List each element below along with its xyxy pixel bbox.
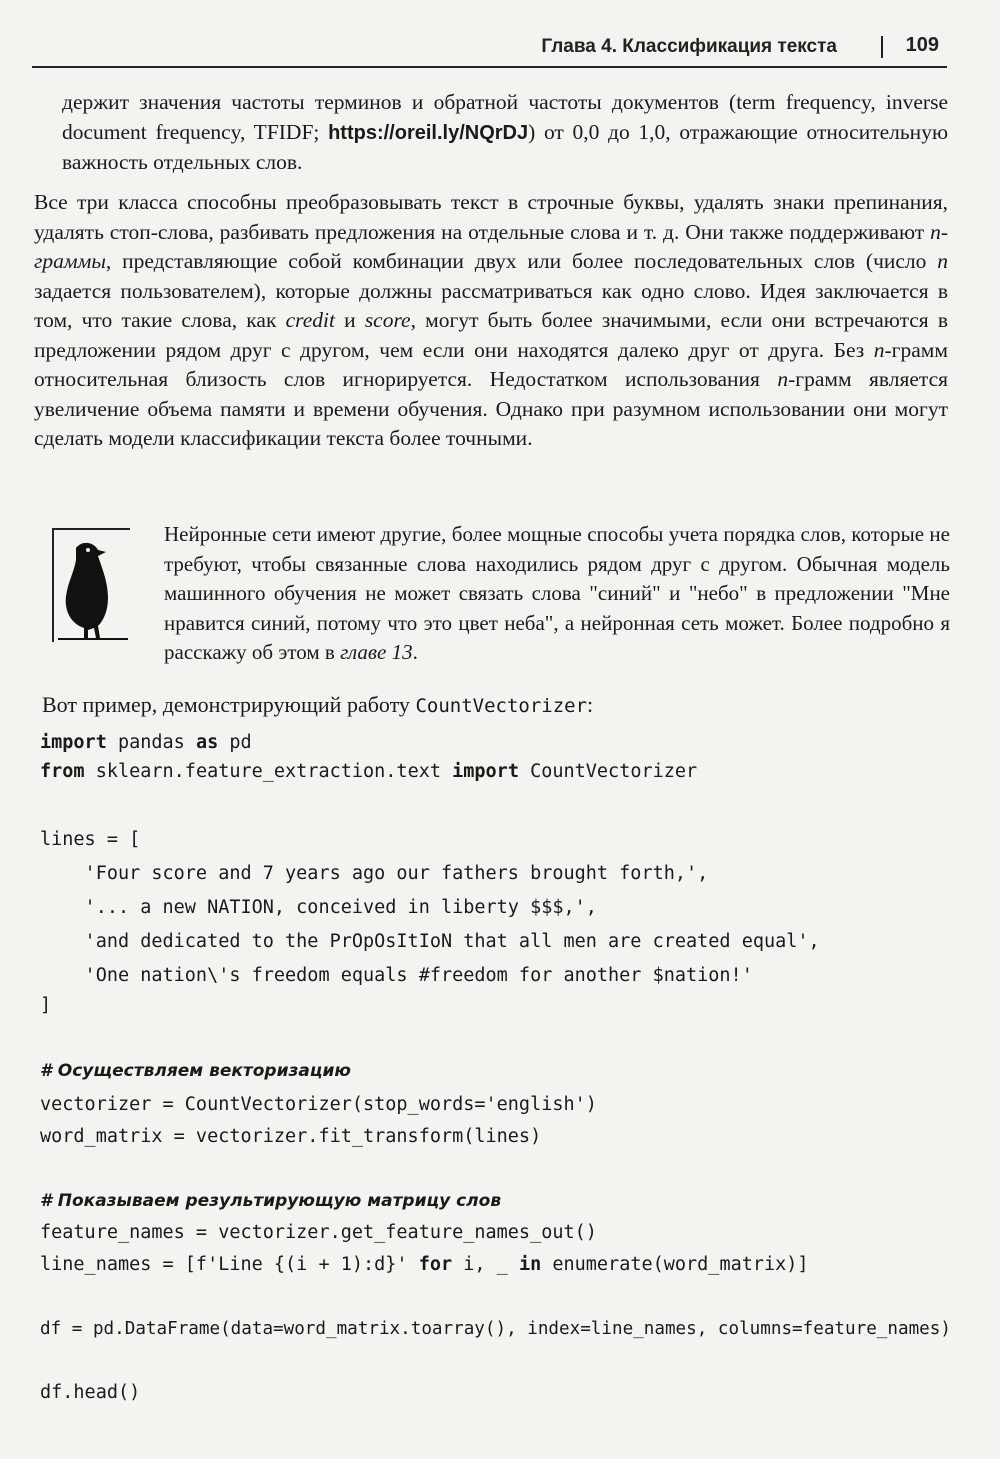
code-keyword: as (195, 732, 219, 753)
p1-text-b: ) от 0,0 до 1,0, отражающие относительную важность отдельных слов. (62, 119, 949, 174)
code-text: pd (218, 732, 252, 753)
code-line (40, 1252, 809, 1278)
example-intro (42, 690, 593, 721)
code-text: pandas (106, 732, 196, 753)
p2-text-c: задается пользователем), которые должны рассматриваться как одно слово. Идея заключается в том, что такие слова, как (34, 278, 948, 332)
code-line: word_matrix = vectorizer.fit_transform(lines) (40, 1126, 542, 1147)
p2-text-f: -грамм относительная близость слов игнорируется. Недостатком использования (34, 337, 948, 391)
code-line: df.head() (40, 1382, 141, 1403)
code-line: '... a new NATION, conceived in liberty $$$,', (40, 897, 597, 918)
note-icon-frame (52, 528, 130, 642)
code-keyword: in (518, 1254, 542, 1275)
p2-ngrams: n-граммы (34, 219, 948, 273)
code-line: 'Four score and 7 years ago our fathers brought forth,', (40, 863, 709, 884)
paragraph-ngrams (34, 188, 948, 454)
header-separator (881, 36, 883, 58)
p2-text-g: -грамм является увеличение объема памяти и времени обучения. Однако при разумном использовании они могут сделать модели классификации текста более точными. (34, 367, 948, 450)
page-header (32, 30, 947, 68)
oreilly-link[interactable]: https://oreil.ly/NQrDJ (328, 121, 529, 144)
note-text-a: Нейронные сети имеют другие, более мощные способы учета порядка слов, которые не требуют, чтобы связанные слова находились рядом друг с другом. Обычная модель машинного обучения не может связать слова "синий" и "небо" в предложении "Мне нравится синий, потому что это цвет неба", а нейронная сеть может. Более подробно я расскажу об этом в (164, 522, 950, 664)
note-text-b: . (412, 640, 418, 664)
note-text (164, 520, 950, 668)
code-line: 'One nation\'s freedom equals #freedom for another $nation!' (40, 965, 753, 986)
code-text: line_names = [f'Line {(i + 1):d}' (40, 1254, 419, 1275)
code-text: i, _ (452, 1254, 519, 1275)
code-text: CountVectorizer (518, 761, 698, 782)
p1-text-a: держит значения частоты терминов и обратной частоты документов (term frequency, inverse document frequency, TFIDF; (62, 90, 948, 144)
code-line: lines = [ (40, 829, 141, 850)
chapter-13-ref: главе 13 (340, 640, 413, 664)
code-keyword: for (418, 1254, 453, 1275)
p2-n3: n (777, 367, 789, 391)
code-comment: # Осуществляем векторизацию (40, 1061, 351, 1081)
tip-note (52, 520, 952, 664)
p2-text-e: , могут быть более значимыми, если они встречаются в предложении рядом друг с другом, чем если они находятся далеко друг от друга. Без (34, 308, 948, 362)
code-text: sklearn.feature_extraction.text (84, 761, 453, 782)
p2-text-b: , представляющие собой комбинации двух или более последовательных слов (число (105, 249, 938, 273)
code-line: vectorizer = CountVectorizer(stop_words='english') (40, 1094, 597, 1115)
code-comment: # Показываем результирующую матрицу слов (40, 1191, 502, 1211)
paragraph-tfidf (62, 88, 948, 178)
p2-text-d: и (334, 308, 365, 332)
p2-score: score (364, 308, 411, 332)
code-line: df = pd.DataFrame(data=word_matrix.toarray(), index=line_names, columns=feature_names) (40, 1319, 951, 1339)
code-line (40, 759, 697, 785)
p2-n2: n (873, 337, 885, 362)
code-line: ] (40, 995, 52, 1016)
p2-n1: n (937, 249, 948, 273)
code-text: enumerate(word_matrix)] (541, 1254, 809, 1275)
intro-text: Вот пример, демонстрирующий работу (42, 692, 416, 717)
code-keyword: import (40, 732, 107, 753)
chapter-title: Глава 4. Классификация текста (541, 36, 837, 57)
crow-icon (58, 538, 128, 642)
intro-class-name: CountVectorizer (415, 695, 588, 717)
p2-text-a: Все три класса способны преобразовывать текст в строчные буквы, удалять знаки препинания, удалять стоп-слова, разбивать предложения на отдельные слова и т. д. Они также поддерживают (34, 190, 948, 244)
intro-colon: : (587, 692, 594, 717)
code-keyword: import (452, 761, 519, 782)
code-keyword: from (40, 761, 85, 782)
p2-credit: credit (285, 308, 335, 332)
page-number: 109 (905, 34, 939, 56)
code-line: 'and dedicated to the PrOpOsItIoN that all men are created equal', (40, 931, 820, 952)
code-line (40, 730, 252, 756)
code-line: feature_names = vectorizer.get_feature_names_out() (40, 1222, 597, 1243)
